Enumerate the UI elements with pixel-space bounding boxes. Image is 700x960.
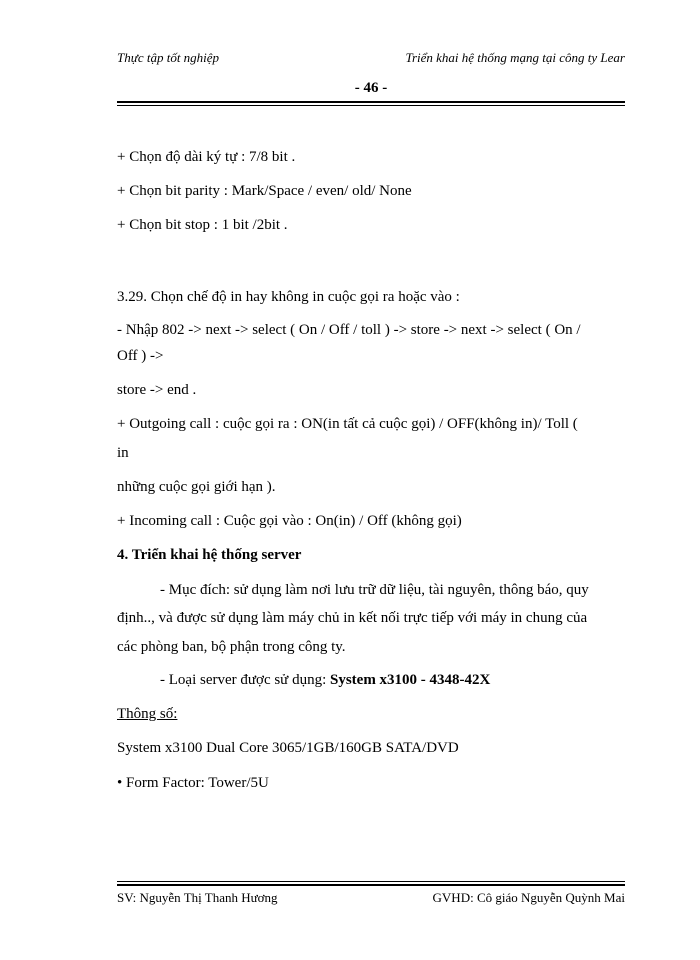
specs-heading: Thông số: [117, 706, 178, 722]
footer-rule-thin [117, 881, 625, 882]
char-length-line: + Chọn độ dài ký tự : 7/8 bit . [117, 149, 296, 165]
page-number: - 46 - [354, 80, 388, 96]
section-3-29-heading: 3.29. Chọn chế độ in hay không in cuộc gọi ra hoặc vào : [117, 289, 460, 305]
nhap-line-a: - Nhập 802 -> next -> select ( On / Off / toll ) -> store -> next -> select ( On / [117, 322, 581, 338]
purpose-line-c: các phòng ban, bộ phận trong công ty. [117, 639, 346, 655]
stop-bit-line: + Chọn bit stop : 1 bit /2bit . [117, 217, 288, 233]
outgoing-line-a: + Outgoing call : cuộc gọi ra : ON(in tất cả cuộc gọi) / OFF(không in)/ Toll ( [117, 416, 578, 432]
section-4-heading: 4. Triển khai hệ thống server [117, 547, 302, 563]
form-factor-line: • Form Factor: Tower/5U [117, 775, 269, 791]
incoming-line: + Incoming call : Cuộc gọi vào : On(in) / Off (không gọi) [117, 513, 462, 529]
footer-rule-thick [117, 884, 625, 886]
outgoing-line-c: những cuộc gọi giới hạn ). [117, 479, 276, 495]
outgoing-line-b: in [117, 445, 129, 461]
footer-student: SV: Nguyễn Thị Thanh Hương [117, 890, 278, 905]
header-left: Thực tập tốt nghiệp [117, 50, 220, 65]
purpose-line-a: - Mục đích: sử dụng làm nơi lưu trữ dữ liệu, tài nguyên, thông báo, quy [160, 582, 589, 598]
footer-advisor: GVHD: Cô giáo Nguyễn Quỳnh Mai [432, 890, 625, 905]
header-right: Triển khai hệ thống mạng tại công ty Lear [405, 50, 625, 65]
server-type-line [160, 672, 490, 689]
server-type-label: - Loại server được sử dụng: [160, 672, 330, 688]
nhap-line-c: store -> end . [117, 382, 197, 398]
specs-line: System x3100 Dual Core 3065/1GB/160GB SATA/DVD [117, 740, 459, 756]
server-type-value: System x3100 - 4348-42X [329, 672, 491, 688]
nhap-line-b: Off ) -> [117, 348, 164, 364]
header-rule-thin [117, 105, 625, 106]
header-rule-thick [117, 101, 625, 103]
purpose-line-b: định.., và được sử dụng làm máy chủ in kết nối trực tiếp với máy in chung của [117, 610, 588, 626]
parity-line: + Chọn bit parity : Mark/Space / even/ old/ None [117, 183, 412, 199]
